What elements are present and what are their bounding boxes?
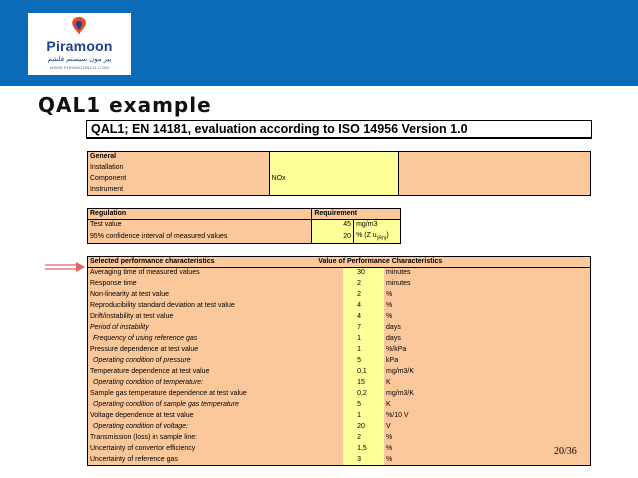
table-row	[88, 400, 591, 411]
characteristic-unit: %/10 V	[384, 411, 590, 422]
performance-header: Selected performance characteristics	[88, 257, 314, 268]
regulation-value: 45	[312, 220, 354, 231]
characteristic-label: Temperature dependence at test value	[88, 367, 314, 378]
spacer-cell	[313, 312, 343, 323]
spacer-cell	[313, 356, 343, 367]
logo-url: WWW.PIRAMOONCO.COM	[49, 65, 110, 70]
table-row	[88, 268, 591, 279]
characteristic-unit: mg/m3/K	[384, 389, 590, 400]
characteristic-value: 2	[343, 433, 384, 444]
regulation-label: Test value	[88, 220, 312, 231]
regulation-label: 95% confidence interval of measured values	[88, 231, 312, 244]
characteristic-unit: V	[384, 422, 590, 433]
regulation-table	[87, 208, 401, 244]
characteristic-unit: kPa	[384, 356, 590, 367]
characteristic-unit: days	[384, 334, 590, 345]
characteristic-value: 5	[343, 356, 384, 367]
characteristic-unit: %/kPa	[384, 345, 590, 356]
general-blank-column	[399, 152, 591, 196]
characteristic-label: Non-linearity at test value	[88, 290, 314, 301]
spacer-cell	[313, 345, 343, 356]
spacer-cell	[313, 400, 343, 411]
characteristic-label: Reproducibility standard deviation at test value	[88, 301, 314, 312]
characteristic-value: 2	[343, 290, 384, 301]
characteristic-value: 2	[343, 279, 384, 290]
general-label: Instrument	[88, 185, 270, 196]
spacer-cell	[313, 367, 343, 378]
spacer-cell	[313, 301, 343, 312]
characteristic-unit: minutes	[384, 268, 590, 279]
characteristic-unit: minutes	[384, 279, 590, 290]
table-row	[88, 334, 591, 345]
table-row	[88, 290, 591, 301]
spacer-cell	[313, 268, 343, 279]
table-row	[88, 356, 591, 367]
table-row	[88, 411, 591, 422]
spacer-cell	[313, 411, 343, 422]
logo	[28, 13, 131, 75]
characteristic-value: 30	[343, 268, 384, 279]
characteristic-value: 0,2	[343, 389, 384, 400]
characteristic-value: 4	[343, 312, 384, 323]
characteristic-value: 15	[343, 378, 384, 389]
characteristic-label: Response time	[88, 279, 314, 290]
characteristic-value: 4	[343, 301, 384, 312]
characteristic-unit: K	[384, 378, 590, 389]
characteristic-label: Uncertainty of reference gas	[88, 455, 314, 466]
characteristic-unit: %	[384, 290, 590, 301]
characteristic-value: 1	[343, 345, 384, 356]
characteristic-unit: K	[384, 400, 590, 411]
characteristic-label: Operating condition of voltage:	[88, 422, 314, 433]
slide-title: QAL1 example	[38, 93, 212, 117]
characteristic-label: Pressure dependence at test value	[88, 345, 314, 356]
general-values-column	[269, 152, 399, 196]
regulation-unit: % (Z u	[356, 231, 377, 239]
spacer-cell	[313, 334, 343, 345]
characteristic-label: Period of instability	[88, 323, 314, 334]
regulation-unit-close: )	[386, 231, 389, 239]
spacer-cell	[313, 290, 343, 301]
characteristic-value: 1,5	[343, 444, 384, 455]
regulation-header: Regulation	[88, 209, 312, 220]
general-label: Component	[88, 174, 270, 185]
characteristic-value: 7	[343, 323, 384, 334]
spacer-cell	[313, 389, 343, 400]
spacer-cell	[313, 455, 343, 466]
characteristic-label: Operating condition of temperature:	[88, 378, 314, 389]
performance-table	[87, 256, 591, 466]
logo-name: Piramoon	[46, 38, 113, 54]
requirement-header: Requirement	[312, 209, 401, 220]
regulation-unit-sub: (Rn)	[376, 234, 387, 241]
table-row	[88, 367, 591, 378]
performance-value-header: Value of Performance Characteristics	[313, 257, 590, 268]
spacer-cell	[313, 422, 343, 433]
table-row	[88, 444, 591, 455]
characteristic-value: 0,1	[343, 367, 384, 378]
characteristic-label: Frequency of using reference gas	[88, 334, 314, 345]
characteristic-label: Uncertainty of convertor efficiency	[88, 444, 314, 455]
characteristic-label: Operating condition of sample gas temperature	[88, 400, 314, 411]
spacer-cell	[313, 279, 343, 290]
component-value: NOx	[271, 175, 286, 182]
spacer-cell	[313, 323, 343, 334]
table-row	[88, 312, 591, 323]
characteristic-value: 20	[343, 422, 384, 433]
table-row	[88, 422, 591, 433]
spacer-cell	[313, 378, 343, 389]
general-table	[87, 151, 591, 196]
table-row	[88, 378, 591, 389]
characteristic-label: Voltage dependence at test value	[88, 411, 314, 422]
regulation-unit-cell	[354, 231, 401, 244]
characteristic-label: Sample gas temperature dependence at test value	[88, 389, 314, 400]
characteristic-label: Operating condition of pressure	[88, 356, 314, 367]
characteristic-unit: %	[384, 444, 590, 455]
piramoon-logo-icon	[68, 16, 90, 36]
characteristic-unit: %	[384, 455, 590, 466]
characteristic-label: Averaging time of measured values	[88, 268, 314, 279]
table-row	[88, 279, 591, 290]
general-label: Installation	[88, 163, 270, 174]
spacer-cell	[313, 433, 343, 444]
characteristic-unit: %	[384, 301, 590, 312]
regulation-value: 20	[312, 231, 354, 244]
characteristic-label: Transmission (loss) in sample line:	[88, 433, 314, 444]
table-row	[88, 389, 591, 400]
general-header: General	[88, 152, 270, 163]
table-row	[88, 345, 591, 356]
sheet-title: QAL1; EN 14181, evaluation according to ISO 14956 Version 1.0	[86, 120, 592, 139]
characteristic-value: 1	[343, 411, 384, 422]
characteristic-label: Drift/instability at test value	[88, 312, 314, 323]
spacer-cell	[313, 444, 343, 455]
table-row	[88, 433, 591, 444]
header-banner	[0, 0, 638, 86]
table-row	[88, 455, 591, 466]
logo-persian-text: پیر مون سیستم فلشم	[47, 56, 112, 63]
characteristic-unit: %	[384, 312, 590, 323]
pointer-arrow-icon	[45, 262, 85, 272]
table-row	[88, 301, 591, 312]
characteristic-value: 1	[343, 334, 384, 345]
table-row	[88, 323, 591, 334]
characteristic-value: 3	[343, 455, 384, 466]
characteristic-value: 5	[343, 400, 384, 411]
page-number: 20/36	[554, 446, 577, 457]
regulation-unit: mg/m3	[354, 220, 401, 231]
characteristic-unit: days	[384, 323, 590, 334]
characteristic-unit: mg/m3/K	[384, 367, 590, 378]
characteristic-unit: %	[384, 433, 590, 444]
